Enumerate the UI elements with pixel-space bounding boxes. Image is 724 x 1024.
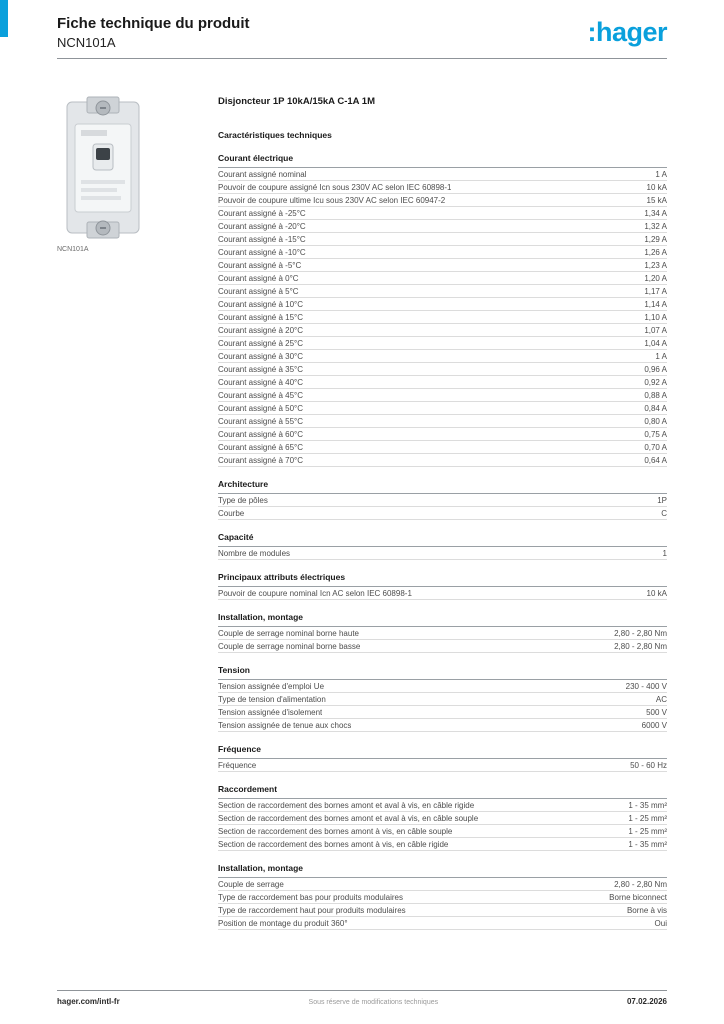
spec-label: Courant assigné à 65°C bbox=[218, 442, 304, 452]
spec-value: 1 A bbox=[655, 169, 667, 179]
spec-section-title: Fréquence bbox=[218, 745, 667, 759]
spec-section bbox=[218, 533, 667, 560]
spec-row bbox=[218, 680, 667, 693]
product-image bbox=[57, 96, 149, 239]
spec-section-title: Courant électrique bbox=[218, 154, 667, 168]
spec-row bbox=[218, 415, 667, 428]
spec-label: Courant assigné à -25°C bbox=[218, 208, 306, 218]
spec-section-title: Principaux attributs électriques bbox=[218, 573, 667, 587]
spec-row bbox=[218, 337, 667, 350]
spec-label: Tension assignée d'emploi Ue bbox=[218, 681, 325, 691]
spec-row bbox=[218, 587, 667, 600]
spec-row bbox=[218, 812, 667, 825]
spec-label: Section de raccordement des bornes amont à vis, en câble souple bbox=[218, 826, 453, 836]
spec-value: 1,34 A bbox=[644, 208, 667, 218]
spec-label: Courant assigné à 55°C bbox=[218, 416, 304, 426]
spec-value: 1 - 25 mm² bbox=[628, 813, 667, 823]
spec-section bbox=[218, 666, 667, 732]
spec-value: 1,32 A bbox=[644, 221, 667, 231]
spec-row bbox=[218, 494, 667, 507]
spec-label: Couple de serrage bbox=[218, 879, 284, 889]
spec-label: Couple de serrage nominal borne haute bbox=[218, 628, 359, 638]
spec-label: Tension assignée de tenue aux chocs bbox=[218, 720, 352, 730]
spec-label: Courant assigné à 70°C bbox=[218, 455, 304, 465]
spec-value: 1,04 A bbox=[644, 338, 667, 348]
spec-label: Pouvoir de coupure ultime Icu sous 230V AC selon IEC 60947-2 bbox=[218, 195, 446, 205]
spec-label: Type de raccordement haut pour produits modulaires bbox=[218, 905, 406, 915]
page-content bbox=[0, 59, 724, 930]
spec-section bbox=[218, 864, 667, 930]
spec-section bbox=[218, 154, 667, 467]
spec-label: Courant assigné à 20°C bbox=[218, 325, 304, 335]
spec-section-title: Capacité bbox=[218, 533, 667, 547]
spec-row bbox=[218, 507, 667, 520]
spec-row bbox=[218, 376, 667, 389]
spec-label: Courant assigné nominal bbox=[218, 169, 307, 179]
spec-label: Nombre de modules bbox=[218, 548, 291, 558]
spec-label: Section de raccordement des bornes amont et aval à vis, en câble souple bbox=[218, 813, 479, 823]
spec-value: 0,70 A bbox=[644, 442, 667, 452]
spec-value: 0,80 A bbox=[644, 416, 667, 426]
spec-value: 2,80 - 2,80 Nm bbox=[614, 641, 667, 651]
page-header bbox=[0, 0, 724, 50]
footer-website-link[interactable]: hager.com/intl-fr bbox=[57, 997, 120, 1006]
main-column bbox=[218, 96, 667, 930]
spec-label: Courant assigné à -10°C bbox=[218, 247, 306, 257]
spec-label: Courbe bbox=[218, 508, 245, 518]
header-text-block bbox=[57, 15, 250, 50]
spec-label: Pouvoir de coupure nominal Icn AC selon IEC 60898-1 bbox=[218, 588, 412, 598]
spec-label: Section de raccordement des bornes amont et aval à vis, en câble rigide bbox=[218, 800, 475, 810]
spec-value: 6000 V bbox=[641, 720, 667, 730]
product-title: Disjoncteur 1P 10kA/15kA C-1A 1M bbox=[218, 96, 375, 107]
footer-date: 07.02.2026 bbox=[626, 997, 667, 1006]
spec-section bbox=[218, 480, 667, 520]
product-image-caption: NCN101A bbox=[57, 246, 89, 253]
spec-value: 1,17 A bbox=[644, 286, 667, 296]
spec-row bbox=[218, 168, 667, 181]
spec-row bbox=[218, 272, 667, 285]
spec-value: 1 A bbox=[655, 351, 667, 361]
spec-row bbox=[218, 181, 667, 194]
spec-row bbox=[218, 350, 667, 363]
spec-value: Borne à vis bbox=[626, 905, 667, 915]
spec-value: 1,14 A bbox=[644, 299, 667, 309]
spec-row bbox=[218, 324, 667, 337]
spec-value: 15 kA bbox=[646, 195, 667, 205]
spec-label: Pouvoir de coupure assigné Icn sous 230V AC selon IEC 60898-1 bbox=[218, 182, 452, 192]
spec-row bbox=[218, 799, 667, 812]
spec-row bbox=[218, 402, 667, 415]
spec-row bbox=[218, 246, 667, 259]
spec-value: 1 - 35 mm² bbox=[628, 800, 667, 810]
spec-value: 1P bbox=[657, 495, 667, 505]
spec-row bbox=[218, 719, 667, 732]
spec-row bbox=[218, 363, 667, 376]
spec-section-title: Architecture bbox=[218, 480, 667, 494]
spec-value: 1,10 A bbox=[644, 312, 667, 322]
spec-row bbox=[218, 389, 667, 402]
spec-row bbox=[218, 194, 667, 207]
spec-label: Courant assigné à 25°C bbox=[218, 338, 304, 348]
spec-section bbox=[218, 613, 667, 653]
spec-row bbox=[218, 706, 667, 719]
spec-label: Courant assigné à 15°C bbox=[218, 312, 304, 322]
spec-value: 1,07 A bbox=[644, 325, 667, 335]
spec-row bbox=[218, 640, 667, 653]
spec-section-title: Installation, montage bbox=[218, 864, 667, 878]
spec-label: Type de raccordement bas pour produits modulaires bbox=[218, 892, 403, 902]
spec-row bbox=[218, 917, 667, 930]
spec-row bbox=[218, 454, 667, 467]
spec-section bbox=[218, 785, 667, 851]
spec-label: Type de pôles bbox=[218, 495, 268, 505]
spec-label: Courant assigné à 50°C bbox=[218, 403, 304, 413]
spec-value: 1,26 A bbox=[644, 247, 667, 257]
spec-value: 10 kA bbox=[646, 182, 667, 192]
brand-accent-bar bbox=[0, 0, 8, 37]
spec-row bbox=[218, 627, 667, 640]
page-title: Fiche technique du produit bbox=[57, 15, 250, 32]
footer-disclaimer: Sous réserve de modifications techniques bbox=[308, 999, 439, 1006]
spec-label: Courant assigné à -5°C bbox=[218, 260, 302, 270]
spec-row bbox=[218, 838, 667, 851]
spec-section-title: Raccordement bbox=[218, 785, 667, 799]
spec-value: 1,29 A bbox=[644, 234, 667, 244]
spec-value: 2,80 - 2,80 Nm bbox=[614, 628, 667, 638]
page-footer bbox=[57, 990, 667, 1006]
spec-value: 1 bbox=[662, 548, 667, 558]
spec-value: AC bbox=[655, 694, 667, 704]
spec-value: 10 kA bbox=[646, 588, 667, 598]
spec-value: Borne biconnect bbox=[609, 892, 667, 902]
spec-value: 1 - 35 mm² bbox=[628, 839, 667, 849]
spec-value: Oui bbox=[654, 918, 667, 928]
spec-section-title: Tension bbox=[218, 666, 667, 680]
spec-row bbox=[218, 878, 667, 891]
spec-label: Couple de serrage nominal borne basse bbox=[218, 641, 361, 651]
spec-value: 0,75 A bbox=[644, 429, 667, 439]
spec-label: Type de tension d'alimentation bbox=[218, 694, 326, 704]
spec-value: 1,23 A bbox=[644, 260, 667, 270]
spec-value: 0,88 A bbox=[644, 390, 667, 400]
spec-row bbox=[218, 759, 667, 772]
spec-label: Fréquence bbox=[218, 760, 257, 770]
spec-value: 500 V bbox=[646, 707, 667, 717]
spec-label: Position de montage du produit 360° bbox=[218, 918, 348, 928]
spec-label: Courant assigné à -20°C bbox=[218, 221, 306, 231]
spec-label: Courant assigné à 60°C bbox=[218, 429, 304, 439]
spec-label: Courant assigné à 40°C bbox=[218, 377, 304, 387]
spec-label: Courant assigné à 45°C bbox=[218, 390, 304, 400]
spec-label: Courant assigné à 30°C bbox=[218, 351, 304, 361]
spec-row bbox=[218, 220, 667, 233]
spec-row bbox=[218, 298, 667, 311]
spec-label: Tension assignée d'isolement bbox=[218, 707, 323, 717]
spec-value: C bbox=[661, 508, 667, 518]
spec-label: Courant assigné à 0°C bbox=[218, 273, 299, 283]
spec-section bbox=[218, 745, 667, 772]
spec-section bbox=[218, 573, 667, 600]
circuit-breaker-illustration bbox=[57, 96, 149, 239]
product-reference: NCN101A bbox=[57, 35, 116, 50]
spec-value: 0,92 A bbox=[644, 377, 667, 387]
spec-value: 1 - 25 mm² bbox=[628, 826, 667, 836]
spec-row bbox=[218, 428, 667, 441]
spec-row bbox=[218, 441, 667, 454]
spec-row bbox=[218, 825, 667, 838]
spec-row bbox=[218, 547, 667, 560]
spec-sections bbox=[218, 154, 667, 930]
spec-row bbox=[218, 259, 667, 272]
spec-section-title: Installation, montage bbox=[218, 613, 667, 627]
characteristics-heading: Caractéristiques techniques bbox=[218, 130, 332, 140]
spec-label: Courant assigné à 5°C bbox=[218, 286, 299, 296]
spec-value: 2,80 - 2,80 Nm bbox=[614, 879, 667, 889]
spec-row bbox=[218, 207, 667, 220]
spec-value: 230 - 400 V bbox=[625, 681, 667, 691]
left-column bbox=[57, 96, 218, 930]
spec-value: 0,96 A bbox=[644, 364, 667, 374]
hager-logo: :hager bbox=[587, 17, 667, 47]
spec-label: Courant assigné à 35°C bbox=[218, 364, 304, 374]
spec-label: Section de raccordement des bornes amont à vis, en câble rigide bbox=[218, 839, 449, 849]
spec-row bbox=[218, 904, 667, 917]
spec-row bbox=[218, 311, 667, 324]
spec-row bbox=[218, 233, 667, 246]
spec-label: Courant assigné à -15°C bbox=[218, 234, 306, 244]
spec-row bbox=[218, 891, 667, 904]
spec-row bbox=[218, 693, 667, 706]
spec-value: 50 - 60 Hz bbox=[630, 760, 667, 770]
spec-label: Courant assigné à 10°C bbox=[218, 299, 304, 309]
spec-value: 0,84 A bbox=[644, 403, 667, 413]
spec-value: 1,20 A bbox=[644, 273, 667, 283]
spec-value: 0,64 A bbox=[644, 455, 667, 465]
spec-row bbox=[218, 285, 667, 298]
